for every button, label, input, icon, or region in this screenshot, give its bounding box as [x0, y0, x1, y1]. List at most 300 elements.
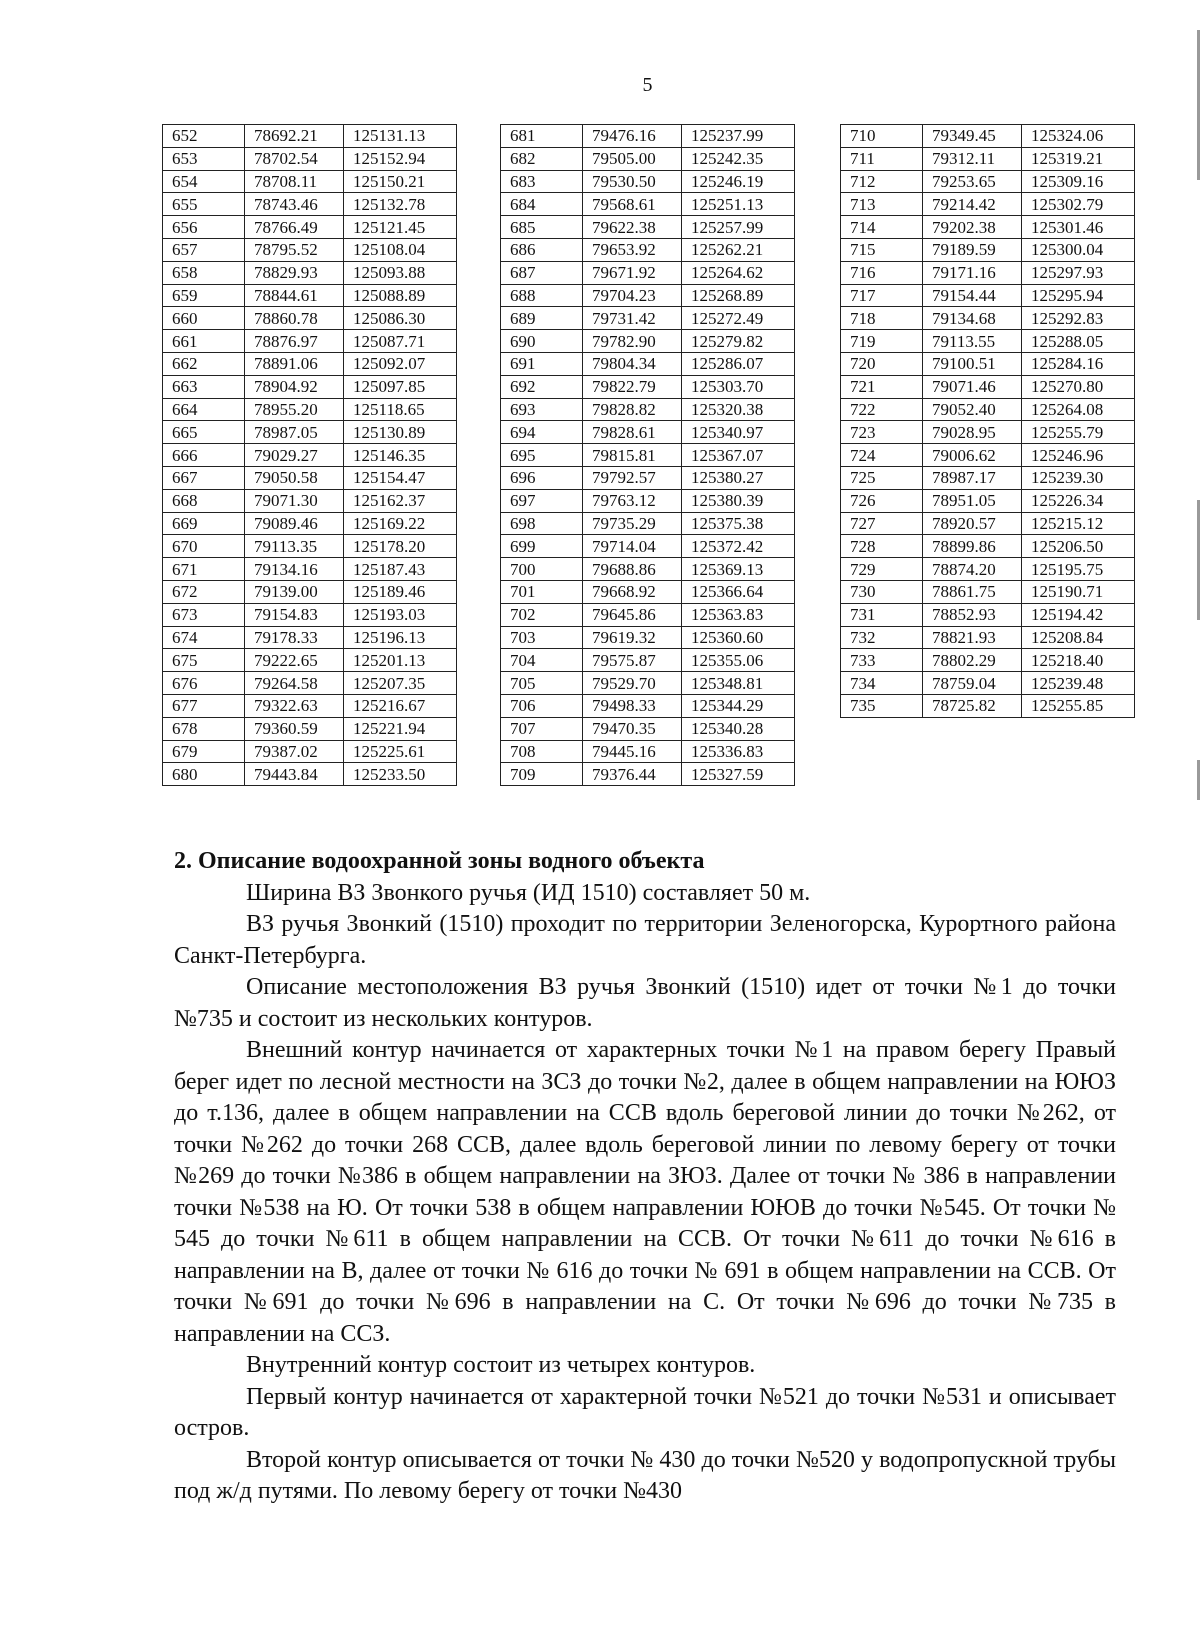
table-row: [841, 444, 1135, 467]
table-row: [163, 763, 457, 786]
y-coordinate-cell: 125292.83: [1022, 307, 1135, 330]
point-number-cell: 723: [841, 421, 923, 444]
table-row: [501, 398, 795, 421]
paragraph: Ширина ВЗ Звонкого ручья (ИД 1510) составляет 50 м.: [246, 879, 811, 906]
table-row: [501, 216, 795, 239]
x-coordinate-cell: 79089.46: [245, 512, 344, 535]
x-coordinate-cell: 79714.04: [583, 535, 682, 558]
table-row: [501, 421, 795, 444]
y-coordinate-cell: 125226.34: [1022, 489, 1135, 512]
table-row: [163, 444, 457, 467]
table-row: [163, 672, 457, 695]
y-coordinate-cell: 125146.35: [344, 444, 457, 467]
x-coordinate-cell: 78860.78: [245, 307, 344, 330]
y-coordinate-cell: 125372.42: [682, 535, 795, 558]
y-coordinate-cell: 125208.84: [1022, 626, 1135, 649]
y-coordinate-cell: 125206.50: [1022, 535, 1135, 558]
y-coordinate-cell: 125327.59: [682, 763, 795, 786]
y-coordinate-cell: 125340.97: [682, 421, 795, 444]
table-row: [841, 512, 1135, 535]
y-coordinate-cell: 125193.03: [344, 603, 457, 626]
point-number-cell: 653: [163, 147, 245, 170]
x-coordinate-cell: 79349.45: [923, 125, 1022, 148]
table-row: [501, 193, 795, 216]
y-coordinate-cell: 125225.61: [344, 740, 457, 763]
table-row: [841, 261, 1135, 284]
y-coordinate-cell: 125118.65: [344, 398, 457, 421]
y-coordinate-cell: 125272.49: [682, 307, 795, 330]
point-number-cell: 714: [841, 216, 923, 239]
x-coordinate-cell: 78852.93: [923, 603, 1022, 626]
x-coordinate-cell: 79445.16: [583, 740, 682, 763]
point-number-cell: 720: [841, 352, 923, 375]
y-coordinate-cell: 125088.89: [344, 284, 457, 307]
x-coordinate-cell: 78821.93: [923, 626, 1022, 649]
x-coordinate-cell: 78829.93: [245, 261, 344, 284]
point-number-cell: 735: [841, 694, 923, 717]
paragraph: Описание местоположения ВЗ ручья Звонкий (1510) идет от точки №1 до точки №735 и состоит из нескольких контуров.: [174, 974, 1116, 1032]
x-coordinate-cell: 78766.49: [245, 216, 344, 239]
table-row: [163, 125, 457, 148]
x-coordinate-cell: 79575.87: [583, 649, 682, 672]
section-heading: 2. Описание водоохранной зоны водного объекта: [174, 848, 705, 874]
y-coordinate-cell: 125279.82: [682, 330, 795, 353]
x-coordinate-cell: 79029.27: [245, 444, 344, 467]
point-number-cell: 707: [501, 717, 583, 740]
y-coordinate-cell: 125264.62: [682, 261, 795, 284]
y-coordinate-cell: 125380.27: [682, 466, 795, 489]
y-coordinate-cell: 125301.46: [1022, 216, 1135, 239]
table-row: [163, 740, 457, 763]
x-coordinate-cell: 79822.79: [583, 375, 682, 398]
paragraph: ВЗ ручья Звонкий (1510) проходит по территории Зеленогорска, Курортного района Санкт-Петербурга.: [174, 911, 1116, 969]
x-coordinate-cell: 79443.84: [245, 763, 344, 786]
table-row: [163, 421, 457, 444]
table-row: [841, 330, 1135, 353]
table-row: [841, 352, 1135, 375]
point-number-cell: 686: [501, 238, 583, 261]
point-number-cell: 719: [841, 330, 923, 353]
y-coordinate-cell: 125319.21: [1022, 147, 1135, 170]
y-coordinate-cell: 125221.94: [344, 717, 457, 740]
point-number-cell: 699: [501, 535, 583, 558]
x-coordinate-cell: 78874.20: [923, 558, 1022, 581]
y-coordinate-cell: 125132.78: [344, 193, 457, 216]
x-coordinate-cell: 78759.04: [923, 672, 1022, 695]
table-row: [163, 375, 457, 398]
point-number-cell: 684: [501, 193, 583, 216]
point-number-cell: 672: [163, 580, 245, 603]
y-coordinate-cell: 125246.96: [1022, 444, 1135, 467]
x-coordinate-cell: 79815.81: [583, 444, 682, 467]
table-row: [163, 261, 457, 284]
point-number-cell: 659: [163, 284, 245, 307]
point-number-cell: 689: [501, 307, 583, 330]
point-number-cell: 670: [163, 535, 245, 558]
table-row: [163, 284, 457, 307]
table-row: [841, 125, 1135, 148]
y-coordinate-cell: 125092.07: [344, 352, 457, 375]
x-coordinate-cell: 79530.50: [583, 170, 682, 193]
x-coordinate-cell: 78743.46: [245, 193, 344, 216]
table-row: [163, 580, 457, 603]
table-row: [501, 489, 795, 512]
y-coordinate-cell: 125215.12: [1022, 512, 1135, 535]
table-row: [841, 694, 1135, 717]
paragraph: Первый контур начинается от характерной точки №521 до точки №531 и описывает остров.: [174, 1383, 1116, 1441]
point-number-cell: 706: [501, 694, 583, 717]
point-number-cell: 693: [501, 398, 583, 421]
y-coordinate-cell: 125303.70: [682, 375, 795, 398]
point-number-cell: 698: [501, 512, 583, 535]
x-coordinate-cell: 79782.90: [583, 330, 682, 353]
x-coordinate-cell: 79134.68: [923, 307, 1022, 330]
x-coordinate-cell: 79154.44: [923, 284, 1022, 307]
table-row: [163, 512, 457, 535]
y-coordinate-cell: 125375.38: [682, 512, 795, 535]
point-number-cell: 666: [163, 444, 245, 467]
x-coordinate-cell: 78987.17: [923, 466, 1022, 489]
x-coordinate-cell: 79828.61: [583, 421, 682, 444]
x-coordinate-cell: 79653.92: [583, 238, 682, 261]
x-coordinate-cell: 79763.12: [583, 489, 682, 512]
x-coordinate-cell: 79178.33: [245, 626, 344, 649]
y-coordinate-cell: 125169.22: [344, 512, 457, 535]
table-row: [841, 489, 1135, 512]
x-coordinate-cell: 79052.40: [923, 398, 1022, 421]
point-number-cell: 660: [163, 307, 245, 330]
x-coordinate-cell: 79622.38: [583, 216, 682, 239]
y-coordinate-cell: 125233.50: [344, 763, 457, 786]
point-number-cell: 729: [841, 558, 923, 581]
y-coordinate-cell: 125121.45: [344, 216, 457, 239]
table-row: [501, 672, 795, 695]
x-coordinate-cell: 79050.58: [245, 466, 344, 489]
y-coordinate-cell: 125286.07: [682, 352, 795, 375]
table-row: [501, 535, 795, 558]
y-coordinate-cell: 125108.04: [344, 238, 457, 261]
point-number-cell: 703: [501, 626, 583, 649]
x-coordinate-cell: 78844.61: [245, 284, 344, 307]
table-row: [501, 284, 795, 307]
point-number-cell: 687: [501, 261, 583, 284]
y-coordinate-cell: 125246.19: [682, 170, 795, 193]
y-coordinate-cell: 125344.29: [682, 694, 795, 717]
x-coordinate-cell: 79134.16: [245, 558, 344, 581]
table-row: [841, 535, 1135, 558]
x-coordinate-cell: 79735.29: [583, 512, 682, 535]
table-row: [501, 147, 795, 170]
point-number-cell: 652: [163, 125, 245, 148]
y-coordinate-cell: 125300.04: [1022, 238, 1135, 261]
table-row: [501, 649, 795, 672]
y-coordinate-cell: 125216.67: [344, 694, 457, 717]
x-coordinate-cell: 79619.32: [583, 626, 682, 649]
y-coordinate-cell: 125189.46: [344, 580, 457, 603]
x-coordinate-cell: 79113.55: [923, 330, 1022, 353]
x-coordinate-cell: 79688.86: [583, 558, 682, 581]
table-row: [163, 717, 457, 740]
x-coordinate-cell: 79214.42: [923, 193, 1022, 216]
point-number-cell: 673: [163, 603, 245, 626]
x-coordinate-cell: 79100.51: [923, 352, 1022, 375]
point-number-cell: 733: [841, 649, 923, 672]
table-row: [163, 307, 457, 330]
y-coordinate-cell: 125187.43: [344, 558, 457, 581]
table-row: [163, 649, 457, 672]
x-coordinate-cell: 79731.42: [583, 307, 682, 330]
y-coordinate-cell: 125355.06: [682, 649, 795, 672]
y-coordinate-cell: 125297.93: [1022, 261, 1135, 284]
x-coordinate-cell: 79253.65: [923, 170, 1022, 193]
table-row: [501, 307, 795, 330]
y-coordinate-cell: 125207.35: [344, 672, 457, 695]
y-coordinate-cell: 125196.13: [344, 626, 457, 649]
y-coordinate-cell: 125093.88: [344, 261, 457, 284]
table-row: [163, 330, 457, 353]
x-coordinate-cell: 79804.34: [583, 352, 682, 375]
point-number-cell: 711: [841, 147, 923, 170]
point-number-cell: 655: [163, 193, 245, 216]
point-number-cell: 668: [163, 489, 245, 512]
table-row: [501, 170, 795, 193]
x-coordinate-cell: 79189.59: [923, 238, 1022, 261]
y-coordinate-cell: 125369.13: [682, 558, 795, 581]
x-coordinate-cell: 78708.11: [245, 170, 344, 193]
x-coordinate-cell: 79828.82: [583, 398, 682, 421]
table-row: [501, 694, 795, 717]
point-number-cell: 721: [841, 375, 923, 398]
x-coordinate-cell: 78795.52: [245, 238, 344, 261]
y-coordinate-cell: 125130.89: [344, 421, 457, 444]
y-coordinate-cell: 125242.35: [682, 147, 795, 170]
point-number-cell: 664: [163, 398, 245, 421]
x-coordinate-cell: 79376.44: [583, 763, 682, 786]
x-coordinate-cell: 79470.35: [583, 717, 682, 740]
x-coordinate-cell: 78702.54: [245, 147, 344, 170]
y-coordinate-cell: 125255.79: [1022, 421, 1135, 444]
x-coordinate-cell: 79671.92: [583, 261, 682, 284]
table-row: [163, 603, 457, 626]
y-coordinate-cell: 125150.21: [344, 170, 457, 193]
point-number-cell: 734: [841, 672, 923, 695]
x-coordinate-cell: 79360.59: [245, 717, 344, 740]
x-coordinate-cell: 78802.29: [923, 649, 1022, 672]
y-coordinate-cell: 125348.81: [682, 672, 795, 695]
paragraph: Внешний контур начинается от характерных точки №1 на правом берегу Правый берег идет по лесной местности на ЗСЗ до точки №2, далее в общем направлении на ЮЮЗ до т.136, далее в общем направлении на ССВ вдоль береговой линии до точки №262, от точки №262 до точки 268 ССВ, далее вдоль береговой линии по левому берегу от точки №269 до точки №386 в общем направлении на ЗЮЗ. Далее от точки № 386 в направлении точки №538 на Ю. От точки 538 в общем направлении ЮЮВ до точки №545. От точки № 545 до точки №611 в общем направлении на ССВ. От точки №611 до точки №616 в направлении на В, далее от точки № 616 до точки № 691 в общем направлении на ССВ. От точки №691 до точки №696 в направлении на С. От точки №696 до точки №735 в направлении на ССЗ.: [174, 1037, 1116, 1347]
point-number-cell: 658: [163, 261, 245, 284]
point-number-cell: 712: [841, 170, 923, 193]
x-coordinate-cell: 79071.46: [923, 375, 1022, 398]
point-number-cell: 697: [501, 489, 583, 512]
y-coordinate-cell: 125251.13: [682, 193, 795, 216]
table-row: [501, 740, 795, 763]
point-number-cell: 695: [501, 444, 583, 467]
y-coordinate-cell: 125262.21: [682, 238, 795, 261]
table-row: [841, 580, 1135, 603]
point-number-cell: 682: [501, 147, 583, 170]
point-number-cell: 656: [163, 216, 245, 239]
point-number-cell: 680: [163, 763, 245, 786]
x-coordinate-cell: 79171.16: [923, 261, 1022, 284]
paragraph: Второй контур описывается от точки № 430 до точки №520 у водопропускной трубы под ж/д путями. По левому берегу от точки №430: [174, 1446, 1116, 1504]
table-row: [163, 398, 457, 421]
point-number-cell: 690: [501, 330, 583, 353]
table-row: [163, 535, 457, 558]
y-coordinate-cell: 125162.37: [344, 489, 457, 512]
y-coordinate-cell: 125255.85: [1022, 694, 1135, 717]
x-coordinate-cell: 78904.92: [245, 375, 344, 398]
table-row: [501, 261, 795, 284]
table-row: [841, 238, 1135, 261]
table-row: [501, 558, 795, 581]
point-number-cell: 691: [501, 352, 583, 375]
y-coordinate-cell: 125087.71: [344, 330, 457, 353]
point-number-cell: 700: [501, 558, 583, 581]
y-coordinate-cell: 125320.38: [682, 398, 795, 421]
x-coordinate-cell: 79645.86: [583, 603, 682, 626]
point-number-cell: 709: [501, 763, 583, 786]
x-coordinate-cell: 79264.58: [245, 672, 344, 695]
point-number-cell: 701: [501, 580, 583, 603]
table-row: [841, 216, 1135, 239]
table-row: [163, 238, 457, 261]
table-row: [163, 170, 457, 193]
coordinate-tables: [0, 124, 1200, 814]
point-number-cell: 731: [841, 603, 923, 626]
table-row: [501, 125, 795, 148]
x-coordinate-cell: 78725.82: [923, 694, 1022, 717]
y-coordinate-cell: 125340.28: [682, 717, 795, 740]
y-coordinate-cell: 125363.83: [682, 603, 795, 626]
x-coordinate-cell: 79154.83: [245, 603, 344, 626]
x-coordinate-cell: 79006.62: [923, 444, 1022, 467]
table-row: [501, 603, 795, 626]
y-coordinate-cell: 125288.05: [1022, 330, 1135, 353]
x-coordinate-cell: 78899.86: [923, 535, 1022, 558]
x-coordinate-cell: 78692.21: [245, 125, 344, 148]
table-row: [841, 193, 1135, 216]
point-number-cell: 708: [501, 740, 583, 763]
table-row: [841, 626, 1135, 649]
x-coordinate-cell: 78951.05: [923, 489, 1022, 512]
x-coordinate-cell: 79387.02: [245, 740, 344, 763]
x-coordinate-cell: 79222.65: [245, 649, 344, 672]
x-coordinate-cell: 78891.06: [245, 352, 344, 375]
table-row: [501, 375, 795, 398]
x-coordinate-cell: 78955.20: [245, 398, 344, 421]
y-coordinate-cell: 125268.89: [682, 284, 795, 307]
point-number-cell: 688: [501, 284, 583, 307]
table-row: [501, 466, 795, 489]
point-number-cell: 727: [841, 512, 923, 535]
table-row: [163, 193, 457, 216]
table-row: [841, 603, 1135, 626]
y-coordinate-cell: 125380.39: [682, 489, 795, 512]
x-coordinate-cell: 79505.00: [583, 147, 682, 170]
y-coordinate-cell: 125360.60: [682, 626, 795, 649]
point-number-cell: 704: [501, 649, 583, 672]
x-coordinate-cell: 79139.00: [245, 580, 344, 603]
section-description: [174, 846, 1116, 1508]
table-row: [163, 147, 457, 170]
x-coordinate-cell: 79476.16: [583, 125, 682, 148]
point-number-cell: 685: [501, 216, 583, 239]
table-row: [501, 717, 795, 740]
coordinate-table-1: [162, 124, 457, 786]
y-coordinate-cell: 125086.30: [344, 307, 457, 330]
point-number-cell: 654: [163, 170, 245, 193]
table-row: [501, 238, 795, 261]
point-number-cell: 728: [841, 535, 923, 558]
table-row: [501, 444, 795, 467]
point-number-cell: 676: [163, 672, 245, 695]
y-coordinate-cell: 125131.13: [344, 125, 457, 148]
point-number-cell: 679: [163, 740, 245, 763]
point-number-cell: 692: [501, 375, 583, 398]
point-number-cell: 677: [163, 694, 245, 717]
x-coordinate-cell: 78876.97: [245, 330, 344, 353]
y-coordinate-cell: 125264.08: [1022, 398, 1135, 421]
point-number-cell: 718: [841, 307, 923, 330]
y-coordinate-cell: 125097.85: [344, 375, 457, 398]
y-coordinate-cell: 125195.75: [1022, 558, 1135, 581]
x-coordinate-cell: 79792.57: [583, 466, 682, 489]
x-coordinate-cell: 79498.33: [583, 694, 682, 717]
point-number-cell: 724: [841, 444, 923, 467]
x-coordinate-cell: 79668.92: [583, 580, 682, 603]
point-number-cell: 715: [841, 238, 923, 261]
paragraph: Внутренний контур состоит из четырех контуров.: [246, 1352, 756, 1378]
y-coordinate-cell: 125336.83: [682, 740, 795, 763]
y-coordinate-cell: 125270.80: [1022, 375, 1135, 398]
point-number-cell: 657: [163, 238, 245, 261]
point-number-cell: 681: [501, 125, 583, 148]
table-row: [841, 375, 1135, 398]
x-coordinate-cell: 78920.57: [923, 512, 1022, 535]
point-number-cell: 674: [163, 626, 245, 649]
table-row: [501, 626, 795, 649]
table-row: [841, 558, 1135, 581]
table-row: [501, 512, 795, 535]
point-number-cell: 663: [163, 375, 245, 398]
table-row: [163, 466, 457, 489]
y-coordinate-cell: 125284.16: [1022, 352, 1135, 375]
table-row: [841, 307, 1135, 330]
table-row: [841, 649, 1135, 672]
table-row: [163, 216, 457, 239]
y-coordinate-cell: 125152.94: [344, 147, 457, 170]
y-coordinate-cell: 125239.48: [1022, 672, 1135, 695]
point-number-cell: 725: [841, 466, 923, 489]
y-coordinate-cell: 125194.42: [1022, 603, 1135, 626]
y-coordinate-cell: 125201.13: [344, 649, 457, 672]
table-row: [841, 398, 1135, 421]
page-number: 5: [642, 74, 653, 96]
x-coordinate-cell: 79028.95: [923, 421, 1022, 444]
table-row: [841, 672, 1135, 695]
table-row: [163, 558, 457, 581]
table-row: [163, 352, 457, 375]
x-coordinate-cell: 79071.30: [245, 489, 344, 512]
y-coordinate-cell: 125302.79: [1022, 193, 1135, 216]
point-number-cell: 696: [501, 466, 583, 489]
y-coordinate-cell: 125324.06: [1022, 125, 1135, 148]
y-coordinate-cell: 125178.20: [344, 535, 457, 558]
x-coordinate-cell: 79113.35: [245, 535, 344, 558]
y-coordinate-cell: 125257.99: [682, 216, 795, 239]
table-row: [501, 330, 795, 353]
